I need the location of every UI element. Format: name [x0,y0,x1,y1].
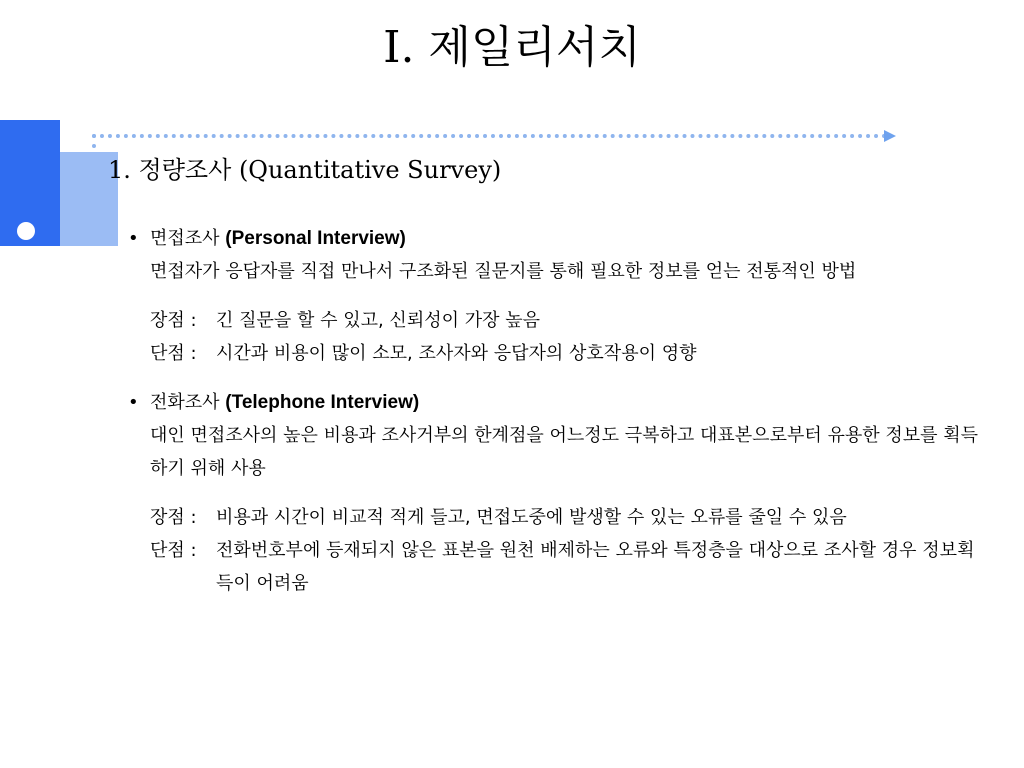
cons-text: 전화번호부에 등재되지 않은 표본을 원천 배제하는 오류와 특정층을 대상으로 조사할 경우 정보획득이 어려움 [216,540,975,594]
item-english-name: (Telephone Interview) [225,392,420,413]
item-description: 면접자가 응답자를 직접 만나서 구조화된 질문지를 통해 필요한 정보를 얻는 전통적인 방법 [150,261,857,282]
item-english-name: (Personal Interview) [225,228,406,249]
cons-text: 시간과 비용이 많이 소모, 조사자와 응답자의 상호작용이 영향 [216,343,697,364]
section-heading [108,152,501,188]
section-english-title: (Quantitative Survey) [238,156,502,184]
item-heading [128,386,988,419]
pros-row [128,501,988,534]
content-body [128,222,988,600]
list-item [128,386,988,600]
item-heading [128,222,988,255]
page-title: I. 제일리서치 [383,22,641,73]
arrow-head-icon [884,130,896,142]
pros-row [128,304,988,337]
section-number: 1. [108,156,131,184]
list-item [128,222,988,370]
decorative-dot [17,222,35,240]
bullet-icon: • [128,392,139,413]
item-name: 전화조사 [150,392,220,413]
dotted-arrow-line [92,134,887,138]
item-description: 대인 면접조사의 높은 비용과 조사거부의 한계점을 어느정도 극복하고 대표본으로부터 유용한 정보를 획득하기 위해 사용 [150,425,979,479]
section-korean-title: 정량조사 [138,156,232,184]
cons-row [128,534,988,600]
bullet-icon: • [128,228,139,249]
pros-label: 장점 : [150,507,197,528]
pros-text: 비용과 시간이 비교적 적게 들고, 면접도중에 발생할 수 있는 오류를 줄일 수 있음 [216,507,847,528]
pros-text: 긴 질문을 할 수 있고, 신뢰성이 가장 높음 [216,310,540,331]
cons-row [128,337,988,370]
cons-label: 단점 : [150,540,197,561]
pros-label: 장점 : [150,310,197,331]
item-name: 면접조사 [150,228,220,249]
cons-label: 단점 : [150,343,197,364]
